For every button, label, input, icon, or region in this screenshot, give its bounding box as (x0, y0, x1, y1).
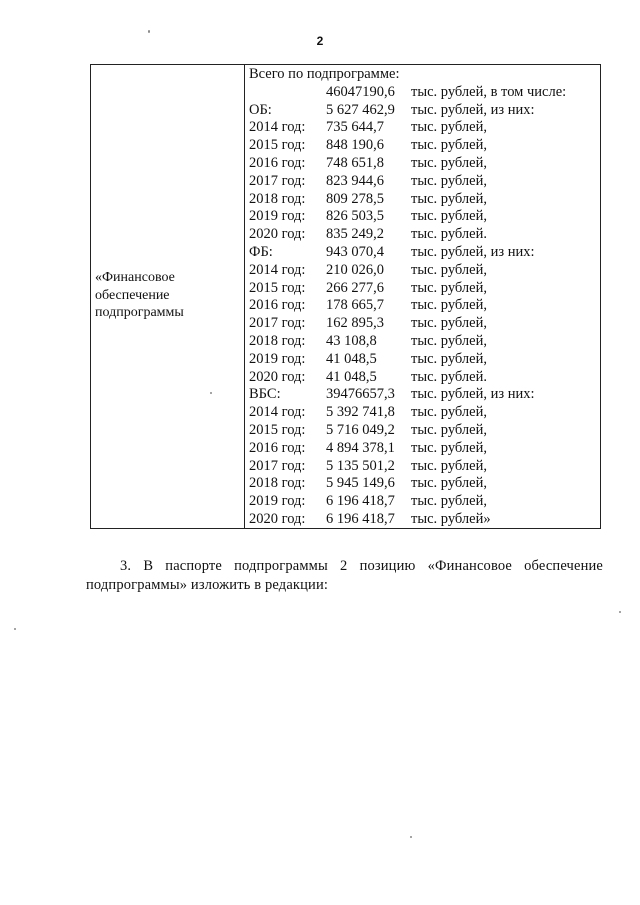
row-amount: 5 945 149,6 (326, 475, 395, 492)
financing-row (249, 102, 599, 120)
row-amount: 39476657,3 (326, 386, 395, 403)
row-unit: тыс. рублей, из них: (411, 101, 535, 118)
row-label: 2014 год: (249, 404, 306, 421)
financing-row (249, 440, 599, 458)
row-unit: тыс. рублей, из них: (411, 386, 535, 403)
row-unit: тыс. рублей, (411, 404, 487, 421)
financing-row (249, 511, 599, 529)
row-unit: тыс. рублей, (411, 279, 487, 296)
financing-row (249, 351, 599, 369)
row-unit: тыс. рублей, (411, 332, 487, 349)
row-amount: 5 135 501,2 (326, 457, 395, 474)
row-label: 2015 год: (249, 421, 306, 438)
financing-row (249, 262, 599, 280)
row-unit: тыс. рублей, (411, 439, 487, 456)
row-amount: 162 895,3 (326, 315, 384, 332)
row-unit: тыс. рублей. (411, 368, 487, 385)
row-amount: 809 278,5 (326, 190, 384, 207)
row-label: 2014 год: (249, 261, 306, 278)
row-unit: тыс. рублей, (411, 457, 487, 474)
row-amount: 41 048,5 (326, 368, 377, 385)
financing-row (249, 84, 599, 102)
row-amount: 848 190,6 (326, 137, 384, 154)
row-label: 2018 год: (249, 332, 306, 349)
row-amount: 6 196 418,7 (326, 510, 395, 527)
row-amount: 735 644,7 (326, 119, 384, 136)
financing-row (249, 208, 599, 226)
row-unit: тыс. рублей, (411, 297, 487, 314)
financing-row (249, 386, 599, 404)
financing-row (249, 458, 599, 476)
row-unit: тыс. рублей, в том числе: (411, 83, 567, 100)
row-unit: тыс. рублей, из них: (411, 243, 535, 260)
row-amount: 943 070,4 (326, 243, 384, 260)
financing-rows (249, 84, 599, 529)
row-label: 2016 год: (249, 154, 306, 171)
financing-row (249, 475, 599, 493)
financing-row (249, 226, 599, 244)
row-amount: 4 894 378,1 (326, 439, 395, 456)
financing-row (249, 404, 599, 422)
row-label: 2017 год: (249, 457, 306, 474)
row-unit: тыс. рублей, (411, 421, 487, 438)
row-unit: тыс. рублей, (411, 475, 487, 492)
financing-row (249, 493, 599, 511)
row-amount: 178 665,7 (326, 297, 384, 314)
total-intro-row (249, 66, 599, 84)
row-amount: 5 716 049,2 (326, 421, 395, 438)
financing-row (249, 422, 599, 440)
financing-row (249, 191, 599, 209)
table-column-divider (244, 65, 245, 528)
row-label: 2020 год: (249, 510, 306, 527)
financing-row (249, 119, 599, 137)
row-amount: 6 196 418,7 (326, 493, 395, 510)
row-amount: 826 503,5 (326, 208, 384, 225)
row-label: 2020 год: (249, 226, 306, 243)
scan-speck (410, 836, 412, 838)
row-label: 2017 год: (249, 315, 306, 332)
row-unit: тыс. рублей, (411, 119, 487, 136)
row-amount: 835 249,2 (326, 226, 384, 243)
row-label: 2016 год: (249, 297, 306, 314)
row-amount: 46047190,6 (326, 83, 395, 100)
scan-speck (210, 392, 212, 394)
financing-row (249, 315, 599, 333)
row-label: 2015 год: (249, 279, 306, 296)
row-label: 2014 год: (249, 119, 306, 136)
scan-speck (14, 628, 16, 630)
financing-row (249, 137, 599, 155)
row-unit: тыс. рублей, (411, 172, 487, 189)
financing-row (249, 333, 599, 351)
row-label: ВБС: (249, 386, 281, 403)
financing-row (249, 297, 599, 315)
row-label: 2019 год: (249, 208, 306, 225)
row-label: 2017 год: (249, 172, 306, 189)
financing-details (249, 66, 599, 529)
row-amount: 5 627 462,9 (326, 101, 395, 118)
row-amount: 748 651,8 (326, 154, 384, 171)
row-unit: тыс. рублей, (411, 190, 487, 207)
row-amount: 266 277,6 (326, 279, 384, 296)
row-unit: тыс. рублей, (411, 493, 487, 510)
row-amount: 41 048,5 (326, 350, 377, 367)
row-label: ФБ: (249, 243, 273, 260)
row-unit: тыс. рублей, (411, 350, 487, 367)
financing-table (90, 64, 601, 529)
row-unit: тыс. рублей, (411, 208, 487, 225)
row-unit: тыс. рублей, (411, 137, 487, 154)
scan-speck (148, 30, 150, 33)
row-unit: тыс. рублей, (411, 261, 487, 278)
financing-row (249, 280, 599, 298)
financing-row (249, 155, 599, 173)
financing-row (249, 244, 599, 262)
row-amount: 5 392 741,8 (326, 404, 395, 421)
scan-speck (619, 611, 621, 613)
row-unit: тыс. рублей» (411, 510, 491, 527)
row-unit: тыс. рублей, (411, 154, 487, 171)
row-label: 2019 год: (249, 350, 306, 367)
row-unit: тыс. рублей. (411, 226, 487, 243)
row-label: 2016 год: (249, 439, 306, 456)
total-intro: Всего по подпрограмме: (249, 66, 400, 82)
row-amount: 823 944,6 (326, 172, 384, 189)
row-amount: 210 026,0 (326, 261, 384, 278)
amendment-paragraph: 3. В паспорте подпрограммы 2 позицию «Финансовое обеспечение подпрограммы» изложить в редакции: (86, 558, 603, 593)
row-label: 2018 год: (249, 475, 306, 492)
row-label: 2018 год: (249, 190, 306, 207)
row-label: 2020 год: (249, 368, 306, 385)
row-unit: тыс. рублей, (411, 315, 487, 332)
row-label: 2019 год: (249, 493, 306, 510)
financing-label: «Финансовое обеспечение подпрограммы (95, 270, 184, 320)
row-label: ОБ: (249, 101, 272, 118)
page-number: 2 (316, 34, 324, 48)
financing-row (249, 173, 599, 191)
row-label: 2015 год: (249, 137, 306, 154)
row-amount: 43 108,8 (326, 332, 377, 349)
financing-row (249, 369, 599, 387)
